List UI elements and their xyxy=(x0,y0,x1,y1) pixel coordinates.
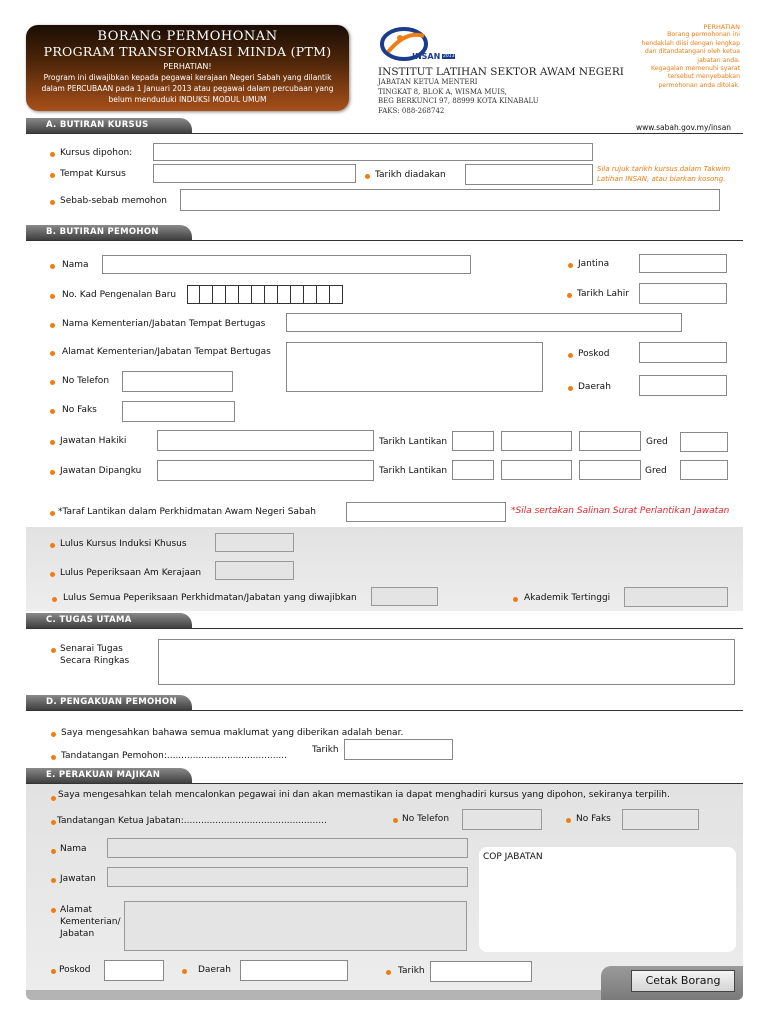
tarikh-label: Tarikh xyxy=(312,745,339,755)
divider xyxy=(26,783,743,784)
tugas-label-2: Secara Ringkas xyxy=(60,656,130,666)
induksi-label: Lulus Kursus Induksi Khusus xyxy=(60,539,187,549)
bullet-icon xyxy=(566,818,571,823)
bullet-icon xyxy=(51,755,56,760)
gred-dipangku-input[interactable] xyxy=(680,460,728,480)
poskod-input[interactable] xyxy=(639,342,727,363)
bullet-icon xyxy=(51,820,56,825)
attention-title: PERHATIAN xyxy=(703,23,740,31)
e-faks-label: No Faks xyxy=(576,814,611,824)
bullet-icon xyxy=(51,732,56,737)
bullet-icon xyxy=(50,323,55,328)
bullet-icon xyxy=(393,818,398,823)
e-telefon-input[interactable] xyxy=(462,809,542,830)
address-line: JABATAN KETUA MENTERI xyxy=(378,78,478,86)
tarikh-lantikan-label: Tarikh Lantikan xyxy=(379,466,448,476)
attention-lines xyxy=(600,31,740,90)
cop-jabatan-label: COP JABATAN xyxy=(483,852,543,862)
tarikh-diadakan-input[interactable] xyxy=(465,164,593,185)
taraf-label: *Taraf Lantikan dalam Perkhidmatan Awam Negeri Sabah xyxy=(58,507,316,517)
gred-input[interactable] xyxy=(680,432,728,452)
bullet-icon xyxy=(50,440,55,445)
e-tarikh-input[interactable] xyxy=(430,961,532,982)
sebab-input[interactable] xyxy=(180,189,720,211)
bullet-icon xyxy=(51,878,56,883)
bullet-icon xyxy=(567,293,572,298)
jantina-label: Jantina xyxy=(578,259,610,269)
section-c-header: C. TUGAS UTAMA xyxy=(26,613,192,628)
tarikh-lahir-label: Tarikh Lahir xyxy=(577,289,629,299)
kp-digit-box[interactable] xyxy=(278,285,291,304)
e-jawatan-input[interactable] xyxy=(107,867,468,887)
jantina-input[interactable] xyxy=(639,254,727,273)
bullet-icon xyxy=(568,263,573,268)
website: www.sabah.gov.my/insan xyxy=(636,123,732,132)
attention-line: jabatan anda. xyxy=(697,56,740,64)
semua-input[interactable] xyxy=(371,587,438,606)
tempat-input[interactable] xyxy=(153,164,356,183)
tarikh-diadakan-label: Tarikh diadakan xyxy=(375,170,446,180)
section-e-header: E. PERAKUAN MAJIKAN xyxy=(26,768,192,783)
alamat-label: Alamat Kementerian/Jabatan Tempat Bertugas xyxy=(62,347,271,357)
attention-line: permohonan anda ditolak. xyxy=(658,81,740,89)
attention-line: dan ditandatangani oleh ketua xyxy=(644,48,740,56)
tugas-input[interactable] xyxy=(158,639,735,685)
kementerian-label: Nama Kementerian/Jabatan Tempat Bertugas xyxy=(62,319,266,329)
divider xyxy=(26,710,743,711)
kp-digit-box[interactable] xyxy=(213,285,226,304)
bullet-icon xyxy=(51,849,56,854)
alamat-input[interactable] xyxy=(286,342,543,392)
address-line: FAKS: 088-268742 xyxy=(378,106,445,115)
address-line: BEG BERKUNCI 97, 88999 KOTA KINABALU xyxy=(378,97,539,105)
semua-label: Lulus Semua Peperiksaan Perkhidmatan/Jabatan yang diwajibkan xyxy=(63,593,357,603)
tarikh-pemohon-input[interactable] xyxy=(344,739,453,760)
bullet-icon xyxy=(50,264,55,269)
bullet-icon xyxy=(568,353,573,358)
kp-digit-box[interactable] xyxy=(239,285,252,304)
logo-year: 2013 xyxy=(443,54,455,59)
kp-digit-box[interactable] xyxy=(330,285,343,304)
kp-digit-box[interactable] xyxy=(291,285,304,304)
pengakuan-statement: Saya mengesahkan bahawa semua maklumat yang diberikan adalah benar. xyxy=(61,728,404,738)
tandatangan-pemohon: Tandatangan Pemohon:.......................................... xyxy=(61,751,288,761)
tandatangan-ketua: Tandatangan Ketua Jabatan:.................................................. xyxy=(57,816,327,826)
kursus-label: Kursus dipohon: xyxy=(60,148,133,158)
attention-line: Borang permohonan ini xyxy=(667,31,740,39)
notice-text: Program ini diwajibkan kepada pegawai kerajaan Negeri Sabah yang dilantik dalam PERCUBAAN pada 1 Januari 2013 atau pegawai dalam percubaan yang belum menduduki INDUKSI MODUL UMUM xyxy=(41,73,334,104)
cetak-borang-button[interactable]: Cetak Borang xyxy=(631,970,735,992)
section-b-header: B. BUTIRAN PEMOHON xyxy=(26,225,192,240)
e-poskod-input[interactable] xyxy=(104,960,164,981)
institute-address xyxy=(378,78,539,116)
divider xyxy=(26,240,743,241)
bullet-icon xyxy=(51,796,56,801)
takwim-note: Sila rujuk tarikh kursus dalam Takwim Latihan INSAN, atau biarkan kosong. xyxy=(597,165,731,183)
bullet-icon xyxy=(52,597,57,602)
attention-line: Kegagalan memenuhi syarat xyxy=(651,65,740,73)
e-daerah-label: Daerah xyxy=(198,965,231,975)
attention-box xyxy=(600,23,740,90)
kp-digit-box[interactable] xyxy=(304,285,317,304)
bullet-icon xyxy=(50,380,55,385)
bullet-icon xyxy=(568,386,573,391)
lantikan-month-input[interactable] xyxy=(501,431,572,451)
bullet-icon xyxy=(50,470,55,475)
divider xyxy=(26,628,743,629)
kursus-input[interactable] xyxy=(153,143,593,161)
poskod-label: Poskod xyxy=(578,349,610,359)
telefon-label: No Telefon xyxy=(62,376,110,386)
institute-name: INSTITUT LATIHAN SEKTOR AWAM NEGERI xyxy=(378,66,624,78)
induksi-input[interactable] xyxy=(215,533,294,552)
telefon-input[interactable] xyxy=(122,371,233,392)
bullet-icon xyxy=(50,409,55,414)
bullet-icon xyxy=(50,152,55,157)
notice-heading: PERHATIAN! xyxy=(163,62,212,71)
bullet-icon xyxy=(50,200,55,205)
bullet-icon xyxy=(50,173,55,178)
insan-logo xyxy=(378,24,458,64)
section-d-header: D. PENGAKUAN PEMOHON xyxy=(26,695,192,710)
akademik-input[interactable] xyxy=(624,587,728,607)
e-alamat-label-1: Alamat xyxy=(60,905,92,915)
kp-digit-box[interactable] xyxy=(226,285,239,304)
pam-label: Lulus Peperiksaan Am Kerajaan xyxy=(60,568,202,578)
attention-line: tersebut menyebabkan xyxy=(667,73,740,81)
gred-label: Gred xyxy=(645,466,667,476)
sebab-label: Sebab-sebab memohon xyxy=(60,196,167,206)
kp-digit-box[interactable] xyxy=(200,285,213,304)
attention-line: hendaklah diisi dengan lengkap xyxy=(641,39,740,47)
faks-input[interactable] xyxy=(122,401,235,422)
jawatan-hakiki-input[interactable] xyxy=(157,430,374,451)
kp-digit-box[interactable] xyxy=(317,285,330,304)
e-nama-input[interactable] xyxy=(107,838,468,858)
section-a-header: A. BUTIRAN KURSUS xyxy=(26,118,192,133)
e-faks-input[interactable] xyxy=(622,809,699,830)
kp-digit-box[interactable] xyxy=(265,285,278,304)
bullet-icon xyxy=(50,351,55,356)
bullet-icon xyxy=(365,174,370,179)
kementerian-input[interactable] xyxy=(286,313,682,332)
dipangku-year-input[interactable] xyxy=(579,460,641,480)
kp-digit-box[interactable] xyxy=(187,285,200,304)
e-nama-label: Nama xyxy=(60,844,87,854)
e-alamat-label-2: Kementerian/ xyxy=(60,917,121,927)
bullet-icon xyxy=(50,294,55,299)
e-tarikh-label: Tarikh xyxy=(398,966,425,976)
bullet-icon xyxy=(182,969,187,974)
jawatan-dipangku-label: Jawatan Dipangku xyxy=(60,466,142,476)
dipangku-day-input[interactable] xyxy=(452,460,494,480)
taraf-input[interactable] xyxy=(346,502,506,522)
lantikan-day-input[interactable] xyxy=(452,431,494,451)
divider xyxy=(26,133,743,134)
tugas-label-1: Senarai Tugas xyxy=(60,644,123,654)
nama-input[interactable] xyxy=(102,255,471,274)
bullet-icon xyxy=(50,543,55,548)
tempat-label: Tempat Kursus xyxy=(60,169,126,179)
e-jawatan-label: Jawatan xyxy=(60,874,96,884)
bullet-icon xyxy=(51,908,56,913)
bullet-icon xyxy=(386,970,391,975)
taraf-note: *Sila sertakan Salinan Surat Perlantikan Jawatan xyxy=(511,506,730,516)
faks-label: No Faks xyxy=(62,405,97,415)
pam-input[interactable] xyxy=(215,561,294,580)
gred-label: Gred xyxy=(646,437,668,447)
e-daerah-input[interactable] xyxy=(240,960,348,981)
dipangku-month-input[interactable] xyxy=(501,460,572,480)
tarikh-lantikan-label: Tarikh Lantikan xyxy=(379,437,448,447)
title-line-2: PROGRAM TRANSFORMASI MINDA (PTM) xyxy=(43,44,332,59)
perakuan-statement: Saya mengesahkan telah mencalonkan pegawai ini dan akan memastikan ia dapat menghadiri kursus yang dipohon, sekiranya terpilih. xyxy=(58,790,670,800)
e-telefon-label: No Telefon xyxy=(402,814,450,824)
jawatan-hakiki-label: Jawatan Hakiki xyxy=(60,436,127,446)
title-banner xyxy=(26,25,349,111)
address-line: TINGKAT 8, BLOK A, WISMA MUIS, xyxy=(378,87,507,96)
e-alamat-input[interactable] xyxy=(124,901,467,951)
bullet-icon xyxy=(51,648,56,653)
tarikh-lahir-input[interactable] xyxy=(639,283,727,304)
bullet-icon xyxy=(50,572,55,577)
daerah-input[interactable] xyxy=(639,375,727,396)
e-poskod-label: Poskod xyxy=(59,965,91,975)
daerah-label: Daerah xyxy=(578,382,611,392)
bullet-icon xyxy=(513,597,518,602)
bullet-icon xyxy=(51,969,56,974)
bullet-icon xyxy=(50,511,55,516)
akademik-label: Akademik Tertinggi xyxy=(524,593,611,603)
jawatan-dipangku-input[interactable] xyxy=(157,460,374,481)
title-line-1: BORANG PERMOHONAN xyxy=(97,29,278,44)
kp-label: No. Kad Pengenalan Baru xyxy=(62,290,177,300)
lantikan-year-input[interactable] xyxy=(579,431,641,451)
nama-label: Nama xyxy=(62,260,89,270)
e-alamat-label-3: Jabatan xyxy=(60,929,95,939)
kp-digit-box[interactable] xyxy=(252,285,265,304)
logo-text: INSAN xyxy=(412,52,441,61)
